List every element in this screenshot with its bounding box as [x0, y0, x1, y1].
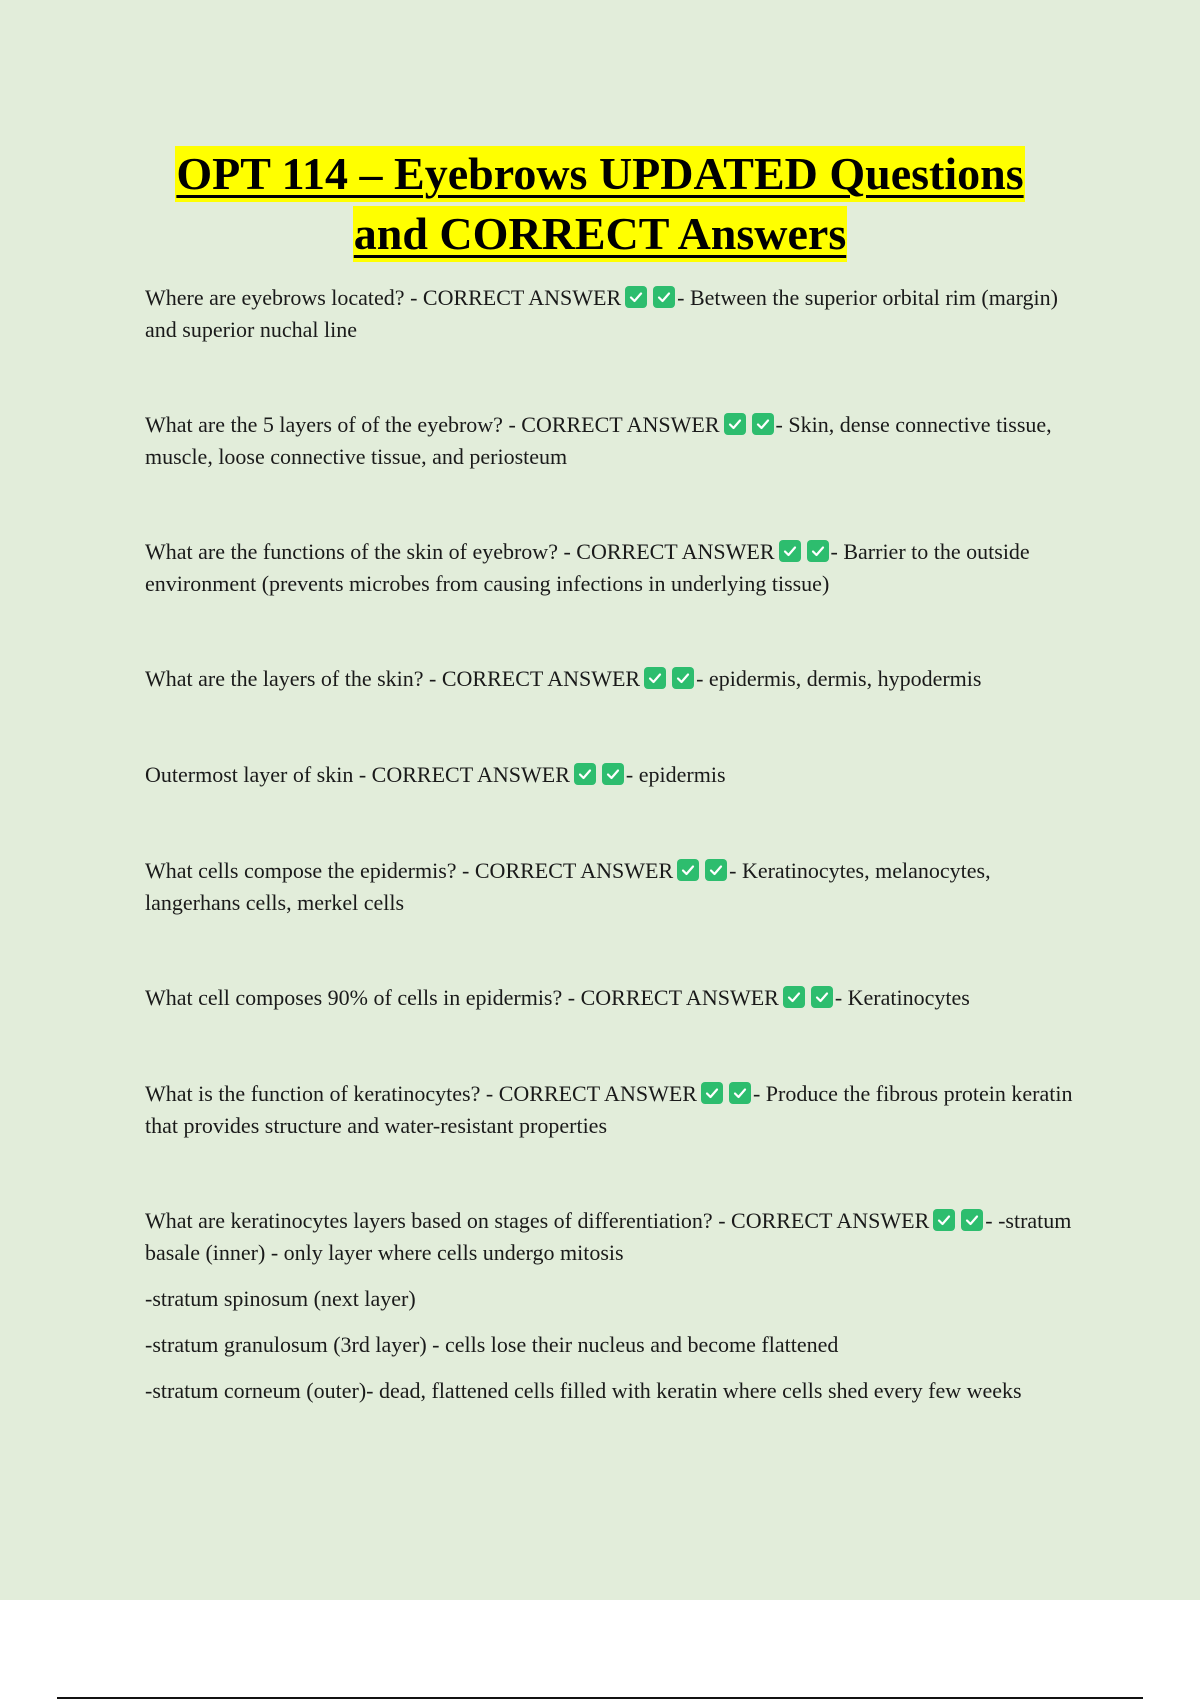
qa-item-2 [145, 409, 1080, 473]
question-text: What are the 5 layers of of the eyebrow? - CORRECT ANSWER [145, 412, 720, 437]
question-text: What cell composes 90% of cells in epidermis? - CORRECT ANSWER [145, 985, 779, 1010]
qa-item-9 [145, 1205, 1080, 1269]
answer-text: - Barrier to the outside environment (prevents microbes from causing infections in underlying tissue) [145, 539, 1030, 596]
answer-text: - epidermis [625, 762, 726, 787]
check-mark-icon [705, 859, 727, 881]
check-mark-icon [783, 986, 805, 1008]
question-text: What is the function of keratinocytes? - CORRECT ANSWER [145, 1081, 697, 1106]
answer-text: - Produce the fibrous protein keratin that provides structure and water-resistant properties [145, 1081, 1073, 1138]
qa-item-5 [145, 759, 1080, 791]
qa-item-7 [145, 982, 1080, 1014]
title-line-1: OPT 114 – Eyebrows UPDATED Questions [175, 146, 1024, 202]
question-text: What are the layers of the skin? - CORRECT ANSWER [145, 666, 641, 691]
question-text: What are keratinocytes layers based on stages of differentiation? - CORRECT ANSWER [145, 1208, 930, 1233]
answer-text: - epidermis, dermis, hypodermis [696, 666, 982, 691]
question-text: Outermost layer of skin - CORRECT ANSWER [145, 762, 570, 787]
check-mark-icon [933, 1209, 955, 1231]
qa-item-8 [145, 1078, 1080, 1142]
qa-item-1 [145, 282, 1080, 346]
answer-subline: -stratum granulosum (3rd layer) - cells lose their nucleus and become flattened [145, 1332, 839, 1357]
check-mark-icon [672, 667, 694, 689]
question-text: Where are eyebrows located? - CORRECT ANSWER [145, 285, 622, 310]
check-mark-icon [729, 1082, 751, 1104]
qa-item-4 [145, 663, 1080, 695]
check-mark-icon [574, 763, 596, 785]
answer-text: - Keratinocytes [834, 985, 970, 1010]
answer-text: - Between the superior orbital rim (margin) and superior nuchal line [145, 285, 1058, 342]
check-mark-icon [625, 286, 647, 308]
qa-item-6 [145, 855, 1080, 919]
check-mark-icon [807, 540, 829, 562]
check-mark-icon [602, 763, 624, 785]
check-mark-icon [653, 286, 675, 308]
check-mark-icon [701, 1082, 723, 1104]
answer-subline: -stratum corneum (outer)- dead, flattened cells filled with keratin where cells shed every few weeks [145, 1378, 1022, 1403]
check-mark-icon [752, 413, 774, 435]
check-mark-icon [644, 667, 666, 689]
check-mark-icon [724, 413, 746, 435]
page-divider [57, 1697, 1143, 1699]
document-title [0, 146, 1200, 266]
check-mark-icon [811, 986, 833, 1008]
question-text: What are the functions of the skin of eyebrow? - CORRECT ANSWER [145, 539, 775, 564]
answer-text: - -stratum basale (inner) - only layer where cells undergo mitosis [145, 1208, 1072, 1265]
qa-list [145, 282, 1080, 1407]
check-mark-icon [961, 1209, 983, 1231]
answer-subline: -stratum spinosum (next layer) [145, 1286, 416, 1311]
qa-item-3 [145, 536, 1080, 600]
answer-text: - Skin, dense connective tissue, muscle, loose connective tissue, and periosteum [145, 412, 1052, 469]
title-line-2: and CORRECT Answers [353, 206, 847, 262]
answer-text: - Keratinocytes, melanocytes, langerhans cells, merkel cells [145, 858, 991, 915]
check-mark-icon [779, 540, 801, 562]
question-text: What cells compose the epidermis? - CORRECT ANSWER [145, 858, 674, 883]
check-mark-icon [677, 859, 699, 881]
